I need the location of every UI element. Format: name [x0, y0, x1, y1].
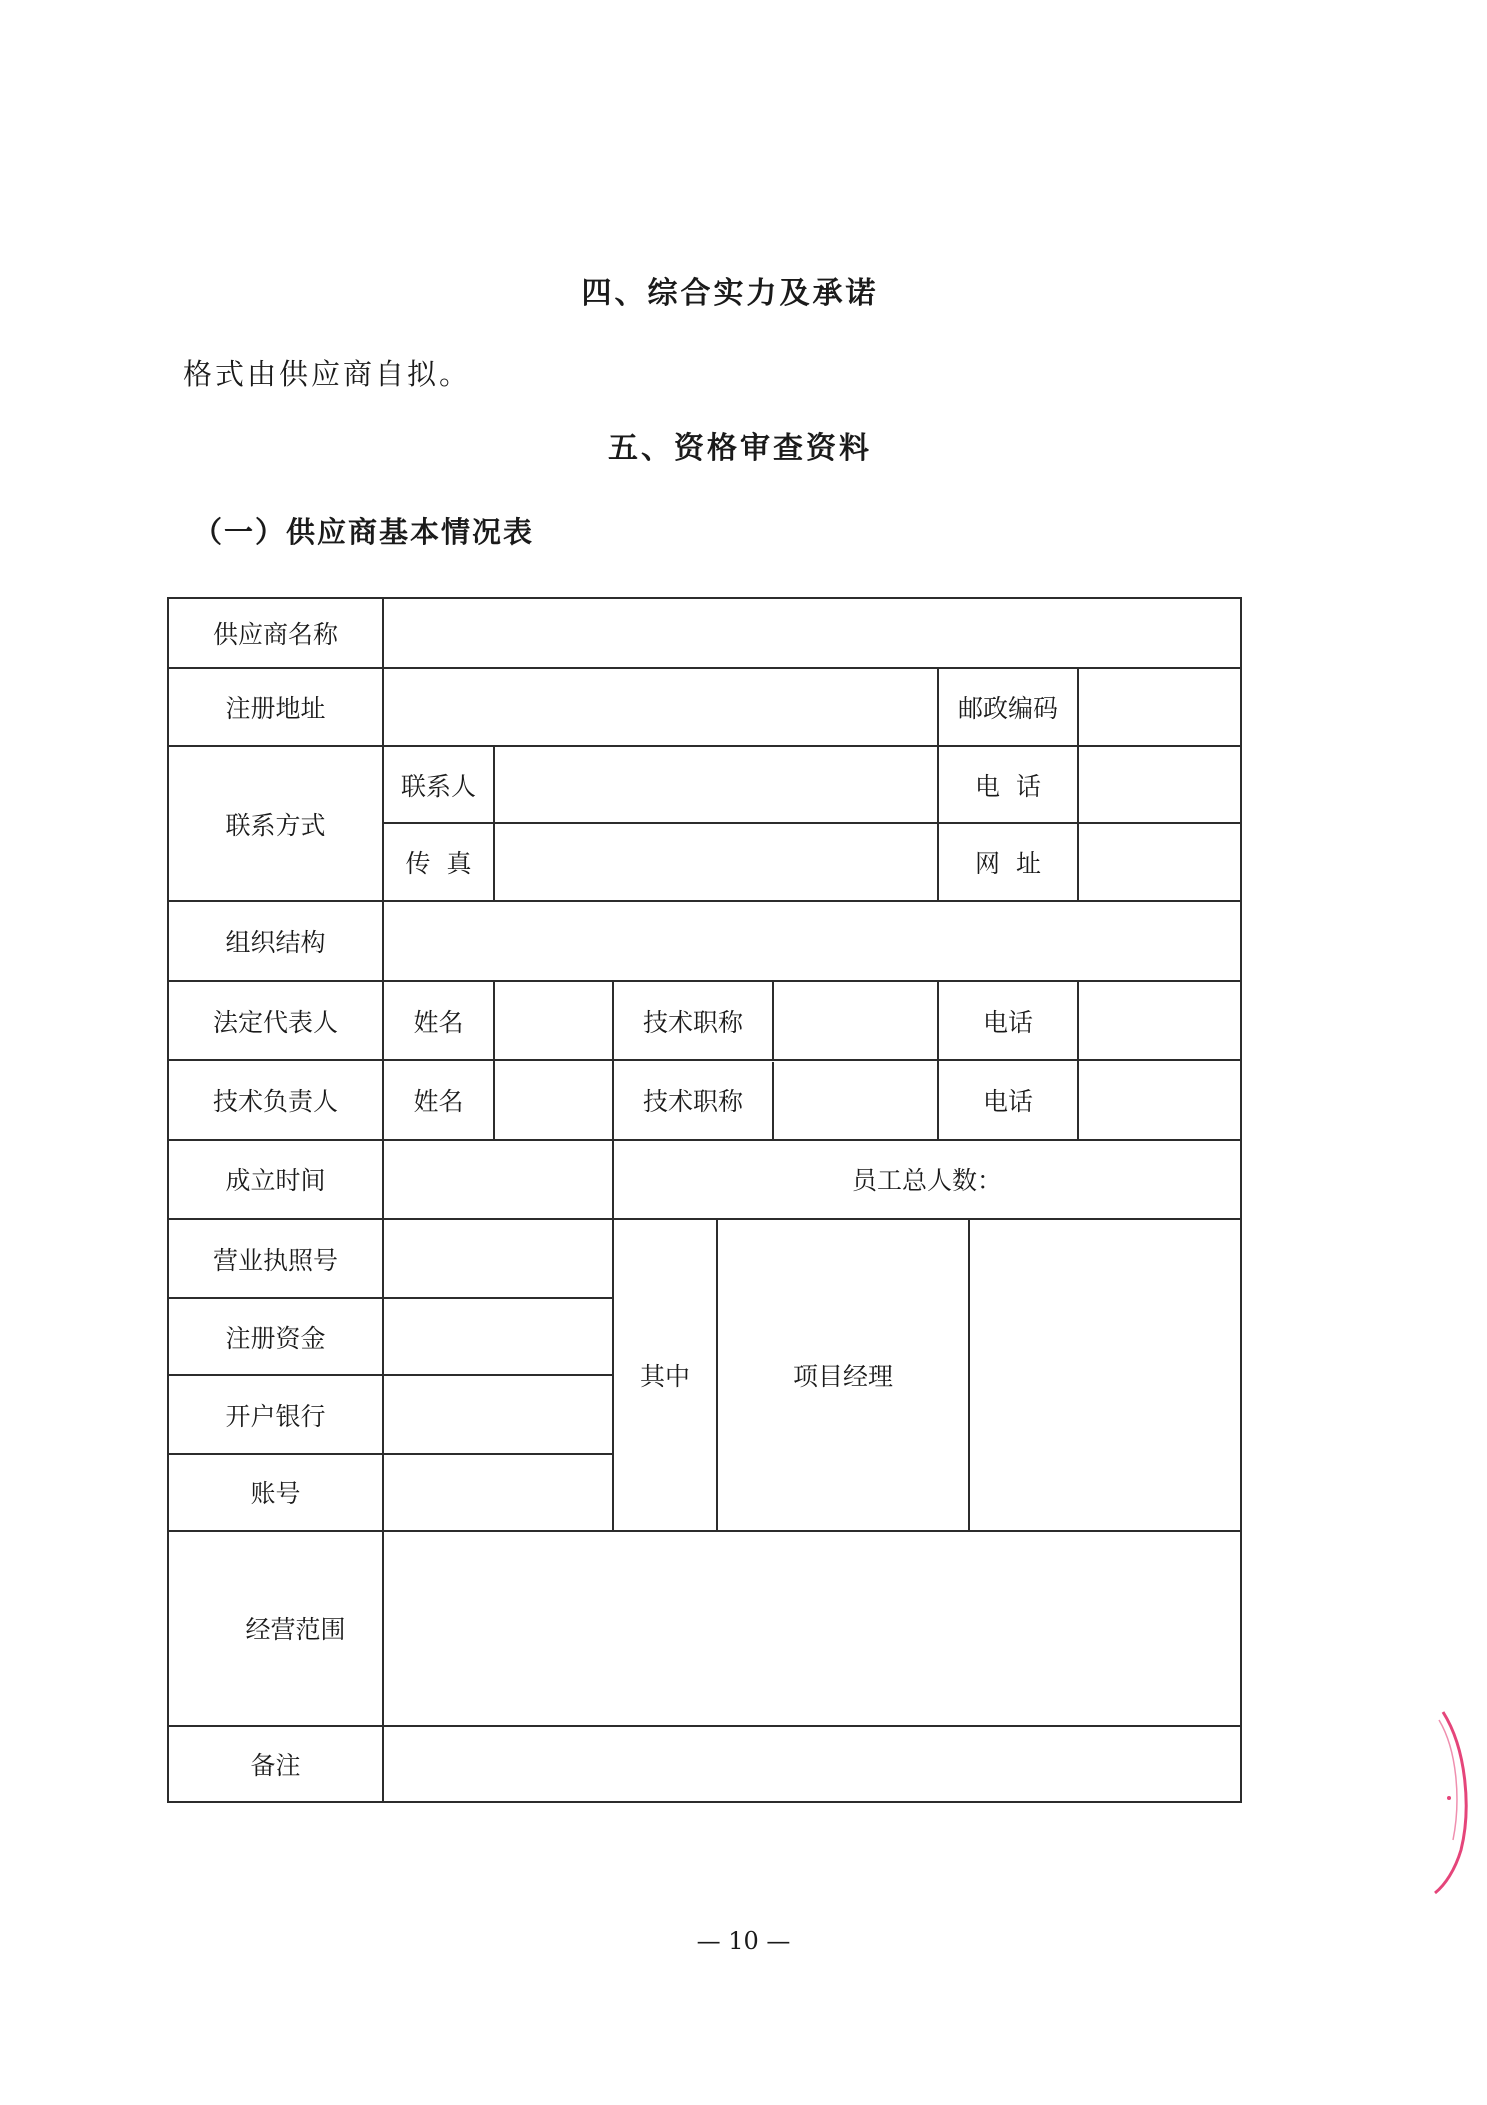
label-business-license: 营业执照号: [168, 1219, 383, 1298]
bank-field[interactable]: [383, 1375, 613, 1453]
supplier-basic-info-table: [167, 597, 1242, 1803]
label-tech-title-legal: [613, 981, 938, 1060]
label-account: 账号: [168, 1454, 383, 1531]
established-field[interactable]: [383, 1140, 613, 1219]
remarks-field[interactable]: [383, 1726, 1241, 1802]
table-row: [168, 901, 1241, 981]
label-tech-title: 技术职称: [642, 1087, 743, 1117]
label-among: 其中: [613, 1219, 717, 1531]
label-reg-capital: 注册资金: [168, 1298, 383, 1375]
label-business-scope: 经营范围: [168, 1531, 383, 1726]
label-name: 姓名: [383, 1060, 494, 1139]
reg-capital-field[interactable]: [383, 1298, 613, 1375]
legal-rep-name-field[interactable]: [494, 981, 613, 1060]
label-tech-lead: 技术负责人: [168, 1060, 383, 1139]
subsection-heading-supplier-info: （一）供应商基本情况表: [193, 515, 535, 549]
label-supplier-name: 供应商名称: [168, 598, 383, 668]
legal-rep-title-field[interactable]: [772, 982, 937, 1059]
label-tech-title-lead: [613, 1060, 938, 1139]
label-remarks: 备注: [168, 1726, 383, 1802]
label-fax: 传 真: [383, 823, 494, 901]
label-phone: 电 话: [938, 746, 1078, 822]
label-legal-rep: 法定代表人: [168, 981, 383, 1060]
table-row: [168, 668, 1241, 746]
legal-rep-tel-field[interactable]: [1078, 981, 1241, 1060]
tech-lead-name-field[interactable]: [494, 1060, 613, 1139]
section-heading-4: 四、综合实力及承诺: [581, 276, 879, 311]
label-tel: 电话: [938, 981, 1078, 1060]
label-established: 成立时间: [168, 1140, 383, 1219]
table-row: [168, 746, 1241, 822]
table-row: [168, 598, 1241, 668]
section-heading-5: 五、资格审查资料: [608, 431, 872, 466]
fax-field[interactable]: [494, 823, 938, 901]
table-row: [168, 1726, 1241, 1802]
label-bank: 开户银行: [168, 1375, 383, 1453]
section-4-paragraph: 格式由供应商自拟。: [183, 357, 472, 391]
contact-person-field[interactable]: [494, 746, 938, 822]
postal-code-field[interactable]: [1078, 668, 1241, 746]
project-manager-count-field[interactable]: [969, 1219, 1241, 1531]
tech-lead-tel-field[interactable]: [1078, 1060, 1241, 1139]
label-project-manager: 项目经理: [717, 1219, 969, 1531]
business-scope-field[interactable]: [383, 1531, 1241, 1726]
seal-dot: [1447, 1796, 1451, 1800]
table-row: [168, 1219, 1241, 1298]
label-tech-title: 技术职称: [642, 1007, 743, 1037]
label-contact-method: 联系方式: [168, 746, 383, 901]
seal-arc: [1435, 1712, 1466, 1893]
label-total-staff: 员工总人数：: [613, 1140, 1241, 1219]
table-row: [168, 981, 1241, 1060]
account-field[interactable]: [383, 1454, 613, 1531]
label-postal-code: 邮政编码: [938, 668, 1078, 746]
org-structure-field[interactable]: [383, 901, 1241, 981]
table-row: [168, 1140, 1241, 1219]
reg-address-field[interactable]: [383, 668, 938, 746]
table-row: [168, 1531, 1241, 1726]
label-tel: 电话: [938, 1060, 1078, 1139]
label-reg-address: 注册地址: [168, 668, 383, 746]
seal-stamp-edge: [1405, 1700, 1487, 1900]
tech-lead-title-field[interactable]: [772, 1062, 937, 1139]
page-number: — 10 —: [696, 1927, 791, 1955]
label-name: 姓名: [383, 981, 494, 1060]
label-org-structure: 组织结构: [168, 901, 383, 981]
phone-field[interactable]: [1078, 746, 1241, 822]
website-field[interactable]: [1078, 823, 1241, 901]
business-license-field[interactable]: [383, 1219, 613, 1298]
label-website: 网 址: [938, 823, 1078, 901]
label-contact-person: 联系人: [383, 746, 494, 822]
table-row: [168, 1060, 1241, 1139]
supplier-name-field[interactable]: [383, 598, 1241, 668]
